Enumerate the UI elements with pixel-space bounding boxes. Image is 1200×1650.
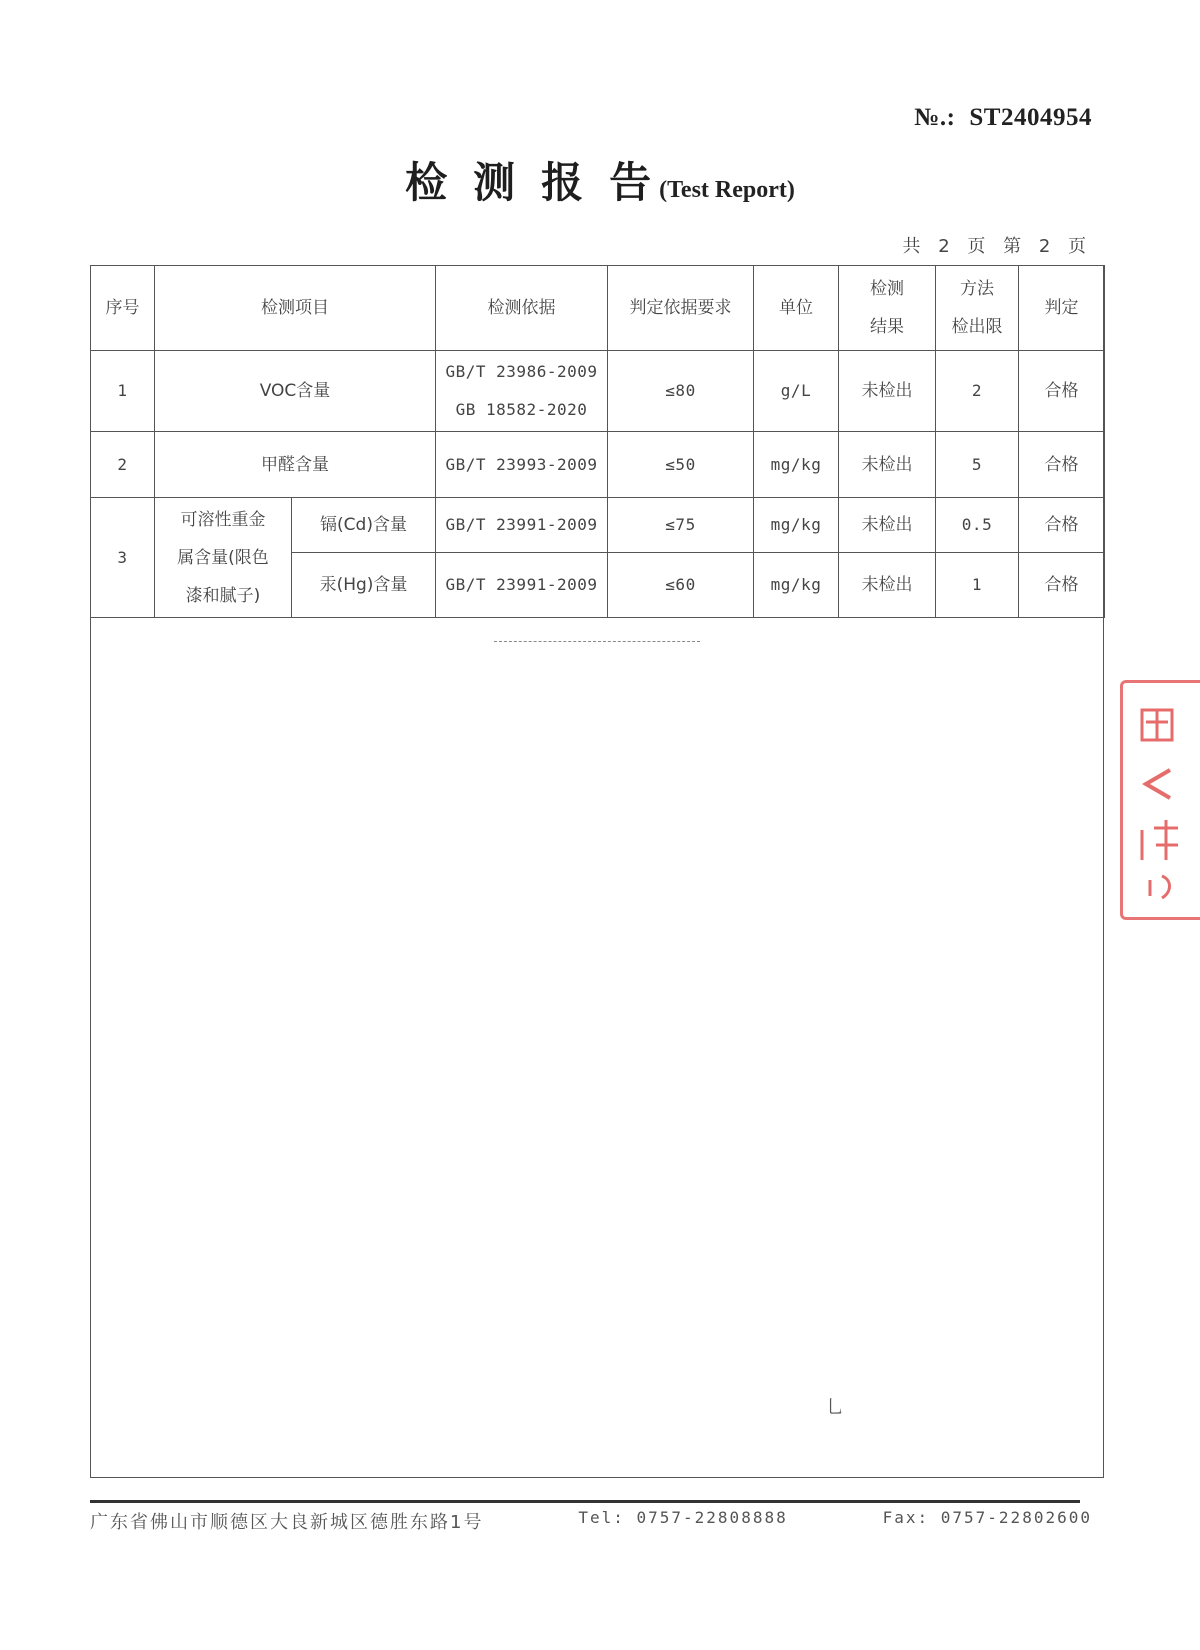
cell-group-line1: 可溶性重金: [180, 509, 266, 530]
cell-subitem: 汞(Hg)含量: [292, 553, 436, 618]
table-row: [91, 432, 1105, 498]
footer-address: 广东省佛山市顺德区大良新城区德胜东路1号: [90, 1512, 484, 1533]
footer-divider: [90, 1500, 1080, 1503]
page-info: 共 2 页 第 2 页: [902, 236, 1092, 257]
header-unit: 单位: [754, 266, 839, 351]
cell-requirement: ≤60: [608, 553, 754, 618]
seal-fragment-glyphs: [1132, 700, 1192, 920]
cell-unit: g/L: [754, 351, 839, 432]
cell-basis-line1: GB/T 23986-2009: [445, 362, 598, 381]
cell-verdict: 合格: [1019, 351, 1105, 432]
cell-item: VOC含量: [155, 351, 436, 432]
header-item: 检测项目: [155, 266, 436, 351]
cell-verdict: 合格: [1019, 432, 1105, 498]
cell-result: 未检出: [839, 498, 936, 553]
cell-group-line3: 漆和腻子): [185, 585, 261, 606]
cell-subitem: 镉(Cd)含量: [292, 498, 436, 553]
cell-seq: 1: [91, 351, 155, 432]
header-result: [839, 266, 936, 351]
cell-basis: GB/T 23991-2009: [436, 498, 608, 553]
cell-result: 未检出: [839, 432, 936, 498]
cell-basis: GB/T 23991-2009: [436, 553, 608, 618]
end-of-table-divider: [494, 641, 700, 642]
cell-basis: [436, 351, 608, 432]
document-title: [0, 150, 1200, 210]
results-table: [90, 265, 1105, 618]
report-number-value: ST2404954: [969, 104, 1092, 131]
cell-requirement: ≤50: [608, 432, 754, 498]
cell-seq: 2: [91, 432, 155, 498]
header-result-line2: 结果: [870, 317, 904, 337]
header-requirement: 判定依据要求: [608, 266, 754, 351]
cell-item: 甲醛含量: [155, 432, 436, 498]
footer-tel: Tel: 0757-22808888: [578, 1508, 788, 1527]
header-limit-line2: 检出限: [951, 317, 1003, 337]
header-basis: 检测依据: [436, 266, 608, 351]
header-limit-line1: 方法: [960, 279, 994, 299]
header-result-line1: 检测: [870, 279, 904, 299]
cell-verdict: 合格: [1019, 553, 1105, 618]
footer-fax: Fax: 0757-22802600: [882, 1508, 1092, 1527]
cell-seq: 3: [91, 498, 155, 618]
cell-basis: GB/T 23993-2009: [436, 432, 608, 498]
cell-unit: mg/kg: [754, 498, 839, 553]
stray-mark: 乚: [826, 1397, 844, 1418]
report-number: [914, 104, 1092, 132]
table-row: [91, 351, 1105, 432]
cell-item-group: [155, 498, 292, 618]
cell-limit: 5: [936, 432, 1019, 498]
cell-limit: 0.5: [936, 498, 1019, 553]
cell-requirement: ≤75: [608, 498, 754, 553]
title-chinese: 检测报告: [405, 158, 678, 207]
header-limit: [936, 266, 1019, 351]
cell-group-line2: 属含量(限色: [177, 547, 269, 568]
cell-result: 未检出: [839, 351, 936, 432]
cell-verdict: 合格: [1019, 498, 1105, 553]
cell-result: 未检出: [839, 553, 936, 618]
cell-unit: mg/kg: [754, 432, 839, 498]
header-verdict: 判定: [1019, 266, 1105, 351]
report-number-label: №.:: [914, 104, 956, 131]
title-english: (Test Report): [659, 177, 795, 203]
cell-limit: 1: [936, 553, 1019, 618]
table-row: [91, 498, 1105, 553]
cell-unit: mg/kg: [754, 553, 839, 618]
cell-basis-line2: GB 18582-2020: [455, 400, 588, 419]
cell-limit: 2: [936, 351, 1019, 432]
cell-requirement: ≤80: [608, 351, 754, 432]
table-header-row: [91, 266, 1105, 351]
header-seq: 序号: [91, 266, 155, 351]
footer: [90, 1508, 1092, 1534]
seal-glyphs-icon: [1132, 700, 1192, 900]
